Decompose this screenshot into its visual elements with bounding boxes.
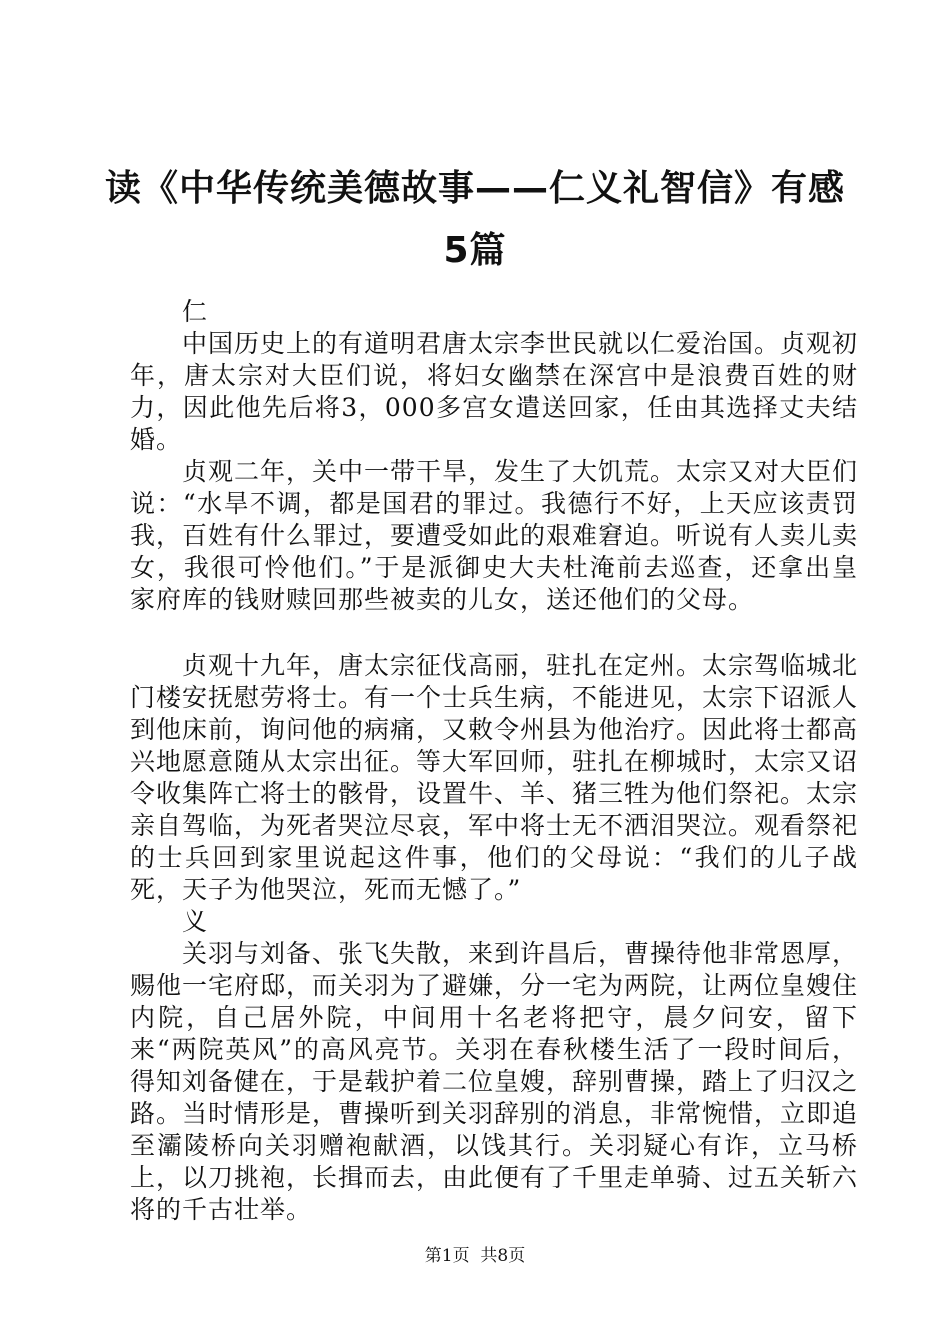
paragraph: 贞观二年，关中一带干旱，发生了大饥荒。太宗又对大臣们说：“水旱不调，都是国君的罪过。我德行不好，上天应该责罚我，百姓有什么罪过，要遭受如此的艰难窘迫。听说有人卖儿卖女，我很可怜他们。”于是派御史大夫杜淹前去巡查，还拿出皇家府库的钱财赎回那些被卖的儿女，送还他们的父母。 [130, 457, 859, 614]
title-line-2: 5篇 [443, 230, 507, 271]
section-heading-yi: 义 [182, 907, 209, 936]
page-number: 第1页 共8页 [424, 1246, 526, 1266]
page-footer [0, 1244, 950, 1268]
title-line-1: 读《中华传统美德故事——仁义礼智信》有感 [104, 168, 845, 209]
paragraph: 贞观十九年，唐太宗征伐高丽，驻扎在定州。太宗驾临城北门楼安抚慰劳将士。有一个士兵生病，不能进见，太宗下诏派人到他床前，询问他的病痛，又敕令州县为他治疗。因此将士都高兴地愿意随从太宗出征。等大军回师，驻扎在柳城时，太宗又诏令收集阵亡将士的骸骨，设置牛、羊、猪三牲为他们祭祀。太宗亲自驾临，为死者哭泣尽哀，军中将士无不洒泪哭泣。观看祭祀的士兵回到家里说起这件事，他们的父母说：“我们的儿子战死，天子为他哭泣，死而无憾了。” [130, 651, 859, 904]
paragraph: 中国历史上的有道明君唐太宗李世民就以仁爱治国。贞观初年，唐太宗对大臣们说，将妇女幽禁在深宫中是浪费百姓的财力，因此他先后将3，000多宫女遣送回家，任由其选择丈夫结婚。 [130, 329, 859, 454]
document-body [130, 296, 858, 1226]
document-title [100, 158, 850, 282]
paragraph: 关羽与刘备、张飞失散，来到许昌后，曹操待他非常恩厚，赐他一宅府邸，而关羽为了避嫌，分一宅为两院，让两位皇嫂住内院，自己居外院，中间用十名老将把守，晨夕问安，留下来“两院英风”的高风亮节。关羽在春秋楼生活了一段时间后，得知刘备健在，于是载护着二位皇嫂，辞别曹操，踏上了归汉之路。当时情形是，曹操听到关羽辞别的消息，非常惋惜，立即追至灞陵桥向关羽赠袍献酒，以饯其行。关羽疑心有诈，立马桥上，以刀挑袍，长揖而去，由此便有了千里走单骑、过五关斩六将的千古壮举。 [130, 939, 859, 1224]
section-heading-ren: 仁 [182, 297, 209, 326]
